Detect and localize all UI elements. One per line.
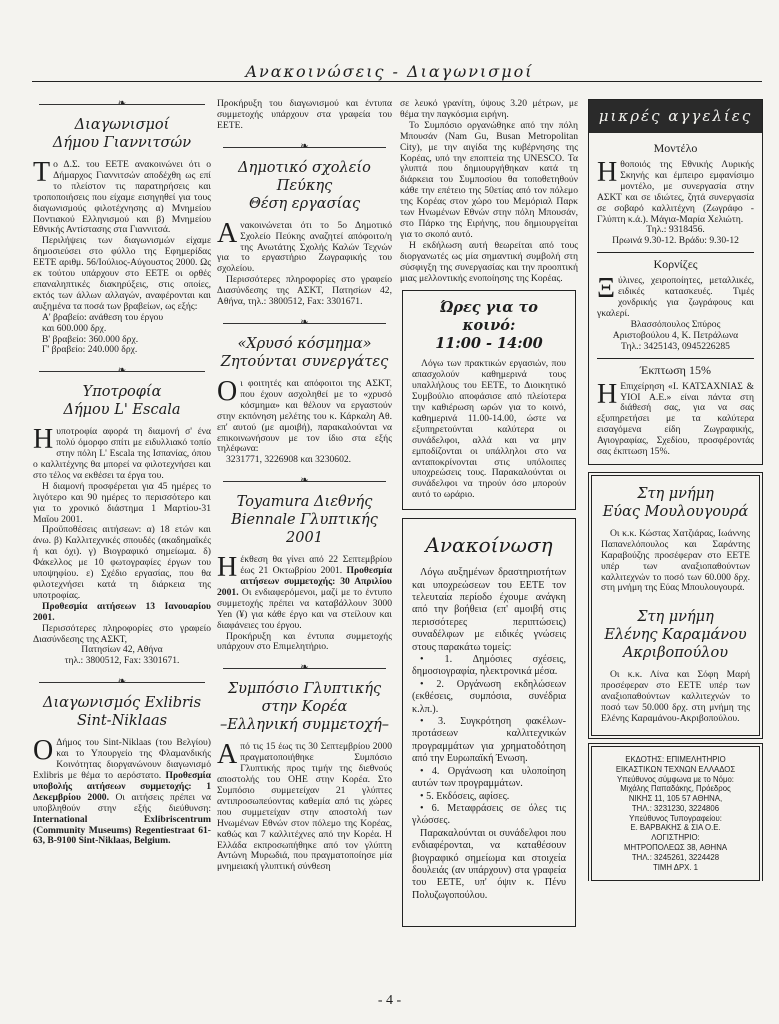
ad-body: Η Επιχείρηση «I. ΚΑΤΣΑΧΝΙΑΣ & ΥΙΟΙ Α.Ε.» είναι πάντα στη διάθεσή σας, για να σας εξυπηρετήσει με τα καλύτερα εισαγόμενα είδη Ζωγραφικής, Αγιογραφίας, Σχεδίου, προσφέροντάς σας έκπτωση 15%. (597, 378, 754, 458)
article-title: Συμπόσιο Γλυπτικής στην Κορέα –Ελληνική συμμετοχή– (219, 681, 390, 734)
article-korea (217, 663, 392, 873)
continued-text: σε λευκό γρανίτη, ύψους 3.20 μέτρων, με θέμα την παγκόσμια ειρήνη. Το Συμπόσιο οργανώθηκε από την πόλη Μπουσάν (Nam Gu, Busan Metropolitan City), με την αιγίδα της κυβέρνησης της Κορέας, υπό την εποπτεία της UNESCO. Τα γλυπτά που δημιουργήθηκαν κατά τη διάρκεια του Συμποσίου θα τοποθετηθούν κάθε την επέτειο της 50ετίας από τον πόλεμο της Κορέας στον χώρο του Μεμόριαλ Παρκ των Ηνωμένων Εθνών στην πόλη Μπουσάν, στο Πάρκο της Ειρήνης, που δημιουργείται για το σκοπό αυτό. Η εκδήλωση αυτή θεωρείται από τους διοργανωτές ως μία σημαντική συμβολή στη σύσφιγξη της συνεργασίας και την προοπτική μιας μελλοντικής ενοποίησης της Κορέας. (400, 99, 578, 284)
notice-item: • 1. Δημόσιες σχέσεις, δημοσιογραφία, ηλεκτρονικά μέσα. (412, 654, 566, 678)
article-body: Το Δ.Σ. του ΕΕΤΕ ανακοινώνει ότι ο Δήμαρχος Γιαννιτσών αποδέχθη ως επί το πλείστον τις παρατηρήσεις και τροποποιήσεις που είχαμε εισηγηθεί για τους διαγωνισμούς φιλοτέχνησης α) Μνημείου Ποντιακού Ελληνισμού και β) Μνημείου Εθνικής Αντίστασης στα Γιαννιτσά. Περιλήψεις των διαγωνισμών είχαμε δημοσιεύσει στο φύλλο της Εφημερίδας ΕΕΤΕ αριθμ. 56/Ιούλιος-Αύγουστος 2000. Ως εκ τούτου υπάρχουν στο ΕΕΤΕ οι ορθές επαναληπτικές διακηρύξεις, στις οποίες, εκτός των άλλων αλλαγών, αναφέρονται και αυξημένα τα ποσά των βραβείων, ως εξής: Α' βραβείο: ανάθεση του έργου και 600.000 δρχ. Β' βραβείο: 360.000 δρχ. Γ' βραβείο: 240.000 δρχ. (33, 157, 211, 356)
memoriam-title: Στη μνήμη Εύας Μουλουγουρά (602, 485, 749, 520)
article-giannitsa (33, 99, 211, 356)
ad-body: Ηθοποιός της Εθνικής Λυρικής Σκηνής και έμπειρο εμφανίσιμο μοντέλο, με συνεργασία στην ΑΣΚΤ και σε ιδιώτες, ζητά συνεργασία σε σοβαρό καλλιτέχνη (Ζωγράφο - Γλύπτη κ.ά.). Μάγια-Μαρία Χελιώτη. Τηλ.: 9318456. Πρωινά 9.30-12. Βράδυ: 9.30-12 (597, 157, 754, 247)
page-header-title: Ανακοινώσεις - Διαγωνισμοί (245, 62, 534, 81)
memoriam-title: Στη μνήμη Ελένης Καραμάνου Ακριβοπούλου (604, 609, 747, 662)
notice-item: • 4. Οργάνωση και υλοποίηση αυτών των προγραμμάτων. (412, 765, 566, 790)
article-toyamura (217, 476, 392, 653)
column-2 (217, 99, 392, 883)
hours-title: Ώρες για το κοινό: 11:00 - 14:00 (435, 299, 543, 353)
ornament: ❧ (300, 140, 309, 152)
ornament: ❧ (300, 662, 309, 674)
classifieds-box (588, 99, 763, 465)
article-peuki-school (217, 142, 392, 308)
article-title: Δημοτικό σχολείο Πεύκης Θέση εργασίας (238, 159, 371, 212)
column-4 (588, 99, 763, 881)
article-title: Toyamura Διεθνής Biennale Γλυπτικής 2001 (231, 494, 378, 547)
ad-body: Ξύλινες, χειροποίητες, μεταλλικές, ειδικές κατασκευές. Τιμές χονδρικής για ζωγράφους και γκαλερί. Βλασσόπουλος Σπύρος Αριστοβούλου 4, Κ. Πετράλωνα Τηλ.: 3425143, 0945226285 (597, 273, 754, 352)
column-3 (400, 99, 578, 927)
ad-title: Κορνίζες (653, 257, 698, 272)
notice-item: • 6. Μεταφράσεις σε όλες τις γλώσσες. (412, 802, 566, 827)
hours-body: Λόγω των πρακτικών εργασιών, που απασχολούν καθημερινά τους υπαλλήλους του ΕΕΤΕ, το Διοικητικό Συμβούλιο αποφάσισε από πλείοτερα την καθιέρωση ωρών για το κοινό, καθημερινά 11.00-14.00, ώστε να εξυπηρετούνται καλύτερα οι συνάδελφοι, αλλά και να μην εμποδίζονται οι υπάλληλοι στο να ανταποκρίνονται στις υπόλοιπες υποχρεώσεις τους. Παρακαλούνται οι συνάδελφοι να τηρούν όσο μπορούν αυτό το ωράριο. (412, 358, 566, 501)
ornament: ❧ (300, 475, 309, 487)
imprint: ΕΚΔΟΤΗΣ: ΕΠΙΜΕΛΗΤΗΡΙΟ ΕΙΚΑΣΤΙΚΩΝ ΤΕΧΝΩΝ ΕΛΛΑΔΟΣ Υπεύθυνος σύμφωνα με το Νόμο: Μιχάλης Παπαδάκης, Πρόεδρος ΝΙΚΗΣ 11, 105 57 ΑΘΗΝΑ, ΤΗΛ.: 3231230, 3224806 Υπεύθυνος Τυπογραφείου: Ε. ΒΑΡΒΑΚΗΣ & ΣΙΑ Ο.Ε. ΛΟΓΙΣΤΗΡΙΟ: ΜΗΤΡΟΠΟΛΕΩΣ 38, ΑΘΗΝΑ ΤΗΛ.: 3245261, 3224428 ΤΙΜΗ ΔΡΧ. 1 (615, 754, 736, 872)
article-title: Διαγωνισμοί Δήμου Γιαννιτσών (52, 117, 192, 151)
continued-text: Προκήρυξη του διαγωνισμού και έντυπα συμμετοχής υπάρχουν στα γραφεία του ΕΕΤΕ. (217, 99, 392, 131)
article-body: Οι φοιτητές και απόφοιτοι της ΑΣΚΤ, που έχουν ασχοληθεί με το «χρυσό κόσμημα» και θέλουν να εργαστούν στην εκπόνηση μελέτης του κ. Κάρκαλη Αθ. επ' αυτού (με αμοιβή), παρακαλούνται να επικοινωνήσουν με τον ίδιο στα εξής τηλέφωνα: 3231771, 3226908 και 3230602. (217, 375, 392, 466)
notice-body: Λόγω αυξημένων δραστηριοτήτων και υποχρεώσεων του ΕΕΤΕ τον τελευταία περίοδο έχουμε ανάγκη από την βοήθεια (επ' αμοιβή στις περισσότερες περιπτώσεις) συναδέλφων με ειδικές γνώσεις στους παρακάτω τομείς: • 1. Δημόσιες σχέσεις, δημοσιογραφία, ηλεκτρονικά μέσα. • 2. Οργάνωση εκδηλώσεων (εκθέσεις, συμπόσια, συνέδρια κ.λπ.). • 3. Συγκρότηση φακέλων-προτάσεων καλλιτεχνικών προγραμμάτων για χρηματοδότηση από την Ευρωπαϊκή Ένωση. • 4. Οργάνωση και υλοποίηση αυτών των προγραμμάτων. • 5. Εκδόσεις, αφίσες. • 6. Μεταφράσεις σε όλες τις γλώσσες. Παρακαλούνται οι συνάδελφοι που ενδιαφέρονται, να καταθέσουν βιογραφικό σημείωμα και στοιχεία δουλειάς (αν υπάρχουν) στα γραφεία του ΕΕΤΕ, υπ' όψιν κ. Πένυ Πολυζωγοπούλου. (412, 567, 566, 901)
notice-item: • 3. Συγκρότηση φακέλων-προτάσεων καλλιτεχνικών προγραμμάτων για χρηματοδότηση από την Ευρωπαϊκή Ένωση. (412, 716, 566, 765)
article-body: Ανακοινώνεται ότι το 5ο Δημοτικό Σχολείο Πεύκης αναζητεί απόφοιτο/η της Ανωτάτης Σχολής Καλών Τεχνών για το εργαστήριο Ζωγραφικής του σχολείου. Περισσότερες πληροφορίες στο γραφείο Διασύνδεσης της ΑΣΚΤ, Πατησίων 42, Αθήνα, τηλ.: 3800512, Fax: 3301671. (217, 217, 392, 308)
ad-title: Έκπτωση 15% (640, 362, 711, 377)
notice-item: • 5. Εκδόσεις, αφίσες. (420, 790, 510, 802)
classifieds-header: μικρές αγγελίες (589, 100, 762, 133)
article-body: Ηέκθεση θα γίνει από 22 Σεπτεμβρίου έως 21 Οκτωβρίου 2001. Προθεσμία αιτήσεων συμμετοχής: 30 Απριλίου 2001. Οι ενδιαφερόμενοι, μαζί με το έντυπο συμμετοχής πρέπει να καταβάλλουν 3000 Yen (¥) για κάθε έργο και να στείλουν και διαφάνειες του έργου. Προκήρυξη και έντυπα συμμετοχής υπάρχουν στο Επιμελητήριο. (217, 552, 392, 653)
article-body: Ηυποτροφία αφορά τη διαμονή σ' ένα πολύ όμορφο σπίτι με ειδυλλιακό τοπίο στην πόλη L' Escala της Ισπανίας, όπου ο καλλιτέχνης θα μπορεί να φιλοτεχνήσει και στο τέλος να εκθέσει τα έργα του. Η διαμονή προσφέρεται για 45 ημέρες το λιγότερο και 90 ημέρες το περισσότερο και για το χρονικό διάστημα 1 Μαρτίου-31 Μαΐου 2001. Προϋποθέσεις αιτήσεων: α) 18 ετών και άνω. β) Καλλιτεχνικές σπουδές (ακαδημαϊκές ή και όχι). γ) Βιογραφικό σημείωμα. δ) Φάκελλος με 10 φωτογραφίες έργων του υποψηφίου. ε) Σχέδιο εργασίας, που θα φιλοτεχνήσει κατά τη διάρκεια της υποτροφίας. Προθεσμία αιτήσεων 13 Ιανουαρίου 2001. Περισσότερες πληροφορίες στο γραφείο Διασύνδεσης της ΑΣΚΤ, Πατησίων 42, Αθήνα τηλ.: 3800512, Fax: 3301671. (33, 424, 211, 667)
article-gold-jewel (217, 318, 392, 466)
ornament: ❧ (300, 316, 309, 328)
hours-box (402, 290, 576, 510)
memoriam-box-1 (591, 475, 760, 736)
notice-box (402, 518, 576, 927)
header-rule (32, 81, 762, 82)
imprint-box (591, 746, 760, 882)
page-number: - 4 - (377, 993, 402, 1008)
article-title: Διαγωνισμός Exlibris Sint-Niklaas (42, 695, 202, 730)
memoriam-body: Οι κ.κ. Κώστας Χατζιάρας, Ιωάννης Παπανελόπουλος και Σαράντης Καραβούζης προσέφεραν στο ΕΕΤΕ υπέρ των αναξιοπαθούντων καλλιτεχνών το ποσό των 60.000 δρχ. στη μνήμη της Εύας Μπουλουγουρά. (601, 527, 750, 594)
ad-title: Μοντέλο (653, 141, 698, 155)
article-body: Από τις 15 έως τις 30 Σεπτεμβρίου 2000 πραγματοποιήθηκε Συμπόσιο Γλυπτικής προς τιμήν της διεθνούς αποστολής του ΟΗΕ στην Κορέα. Στο Συμπόσιο συμμετείχαν 21 γλύπτες αντιπροσωπεύοντας καθεμία από τις χώρες που συμμετείχαν στην αποστολή των Ηνωμένων Εθνών στον πόλεμο της Κορέας, καθώς και 7 καλλιτέχνες από την Κορέα. Η Ελλάδα εκπροσωπήθηκε από τον γλύπτη Αντώνη Μυρωδιά, που πραγματοποίησε μία μνημειακή γλυπτική σύνθεση (217, 739, 392, 873)
article-exlibris (33, 677, 211, 847)
article-title: «Χρυσό κόσμημα» Ζητούνται συνεργάτες (220, 335, 389, 370)
ornament: ❧ (117, 676, 127, 688)
notice-title: Ανακοίνωση (425, 533, 553, 558)
article-body: Ο Δήμος του Sint-Niklaas (του Βελγίου) και το Υπουργείο της Φλαμανδικής Κοινότητας διοργανώνουν διαγωνισμό Exlibris με θέμα το αερόστατο. Προθεσμία υποβολής αιτήσεων συμμετοχής: 1 Δεκεμβρίου 2000. Οι αιτήσεις πρέπει να υποβληθούν στην εξής διεύθυνση: International Exlibriscentrum (Community Museums) Regentiestraat 61-63, B-9100 Sint-Niklaas, Belgium. (33, 735, 211, 847)
ornament: ❧ (117, 365, 127, 377)
article-escala (33, 366, 211, 667)
article-title: Υποτροφία Δήμου L' Escala (63, 384, 181, 419)
memoriam-body: Οι κ.κ. Λίνα και Σόφη Μαρή προσέφεραν στο ΕΕΤΕ υπέρ των αναξιοπαθούντων καλλιτεχνών το ποσό των 50.000 δρχ. στη μνήμη της Ελένης Καραμάνου-Ακριβοπούλου. (601, 669, 750, 724)
ornament: ❧ (117, 99, 127, 109)
notice-item: • 2. Οργάνωση εκδηλώσεων (εκθέσεις, συμπόσια, συνέδρια κ.λπ.). (412, 678, 566, 715)
column-1 (33, 99, 211, 857)
